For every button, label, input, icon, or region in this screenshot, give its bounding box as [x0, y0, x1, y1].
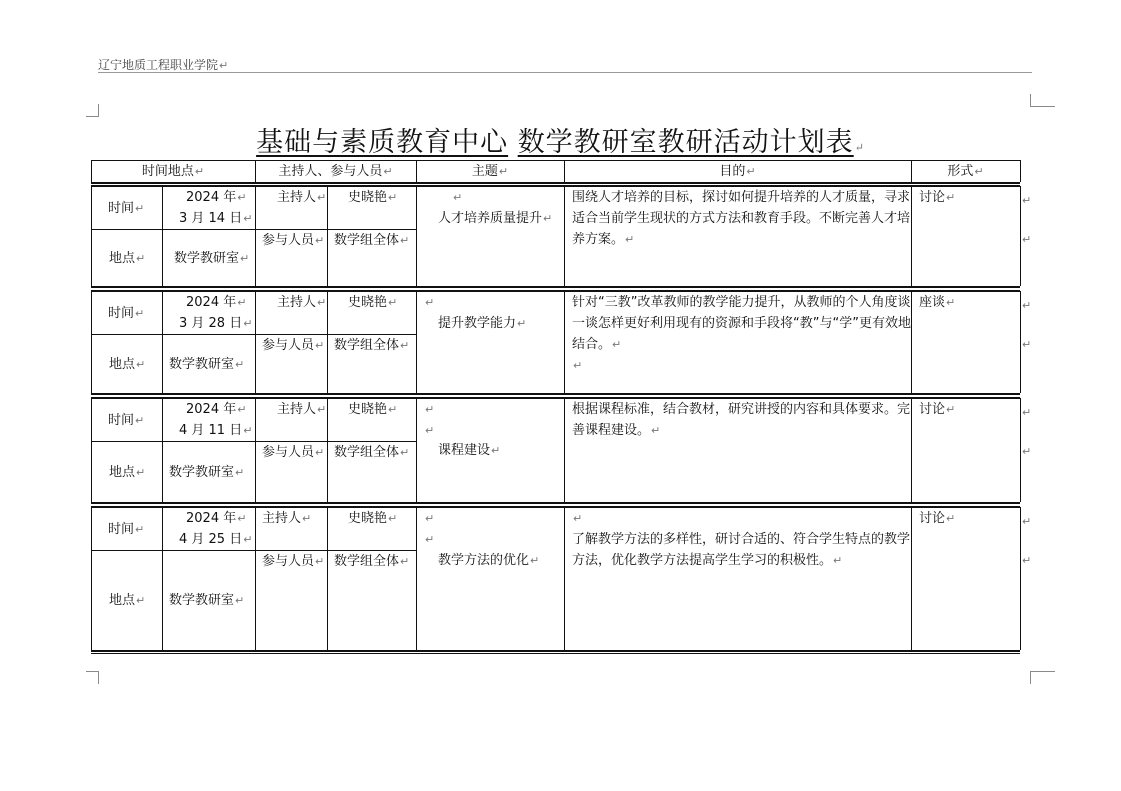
row-end-mark: ↵ — [1022, 338, 1032, 351]
participants-value: 数学组全体↵ — [334, 338, 410, 353]
place-label: 地点↵ — [109, 465, 146, 480]
cell-vline — [255, 291, 256, 393]
page-title: 基础与素质教育中心 数学教研室教研活动计划表↵ — [256, 127, 865, 158]
place-value: 数学教研室↵ — [169, 593, 245, 608]
participants-label: 参与人员↵ — [262, 554, 325, 569]
document-header-org: 辽宁地质工程职业学院↵ — [98, 58, 229, 72]
cell-vline — [255, 507, 256, 650]
cell-vline — [91, 398, 92, 502]
title-underlined: 基础与素质教育中心 — [256, 127, 509, 158]
cell-vline — [327, 507, 328, 650]
participants-label: 参与人员↵ — [262, 338, 325, 353]
host-name: 史晓艳↵ — [348, 402, 398, 417]
form-value: 座谈↵ — [919, 295, 956, 310]
form-value: 讨论↵ — [919, 511, 956, 526]
cell-vline — [1020, 507, 1021, 650]
host-name: 史晓艳↵ — [348, 511, 398, 526]
purpose-text: 围绕人才培养的目标，探讨如何提升培养的人才质量，寻求适合当前学生现状的方式方法和教育手段。不断完善人才培养方案。↵ — [572, 190, 911, 247]
double-rule — [91, 502, 1020, 504]
place-value: 数学教研室↵ — [169, 465, 245, 480]
topic-blank-mark: ↵ — [453, 191, 463, 204]
place-value: 数学教研室↵ — [174, 251, 250, 266]
row-end-mark: ↵ — [1022, 406, 1032, 419]
cell-vline — [564, 186, 565, 286]
time-label: 时间↵ — [108, 522, 145, 537]
cell-vline — [255, 186, 256, 286]
form-value: 讨论↵ — [919, 190, 956, 205]
cell-vline — [1020, 398, 1021, 502]
cell-vline — [162, 398, 163, 502]
topic-blank-mark: ↵ — [425, 512, 435, 525]
host-name: 史晓艳↵ — [348, 295, 398, 310]
row-end-mark: ↵ — [1022, 233, 1032, 246]
double-rule — [91, 393, 1020, 395]
column-header: 主题↵ — [471, 164, 509, 179]
purpose-text: 针对“三教”改革教师的教学能力提升，从教师的个人角度谈一谈怎样更好利用现有的资源和手段将“教”与“学”更有效地结合。↵ — [572, 295, 911, 352]
cell-vline — [416, 398, 417, 502]
double-rule — [91, 286, 1020, 288]
cell-vline — [327, 291, 328, 393]
cell-vline — [416, 186, 417, 286]
place-label: 地点↵ — [109, 593, 146, 608]
participants-label: 参与人员↵ — [262, 233, 325, 248]
cell-vline — [416, 291, 417, 393]
row-end-mark: ↵ — [1022, 194, 1032, 207]
host-label: 主持人↵ — [277, 295, 327, 310]
cell-vline — [416, 507, 417, 650]
cell-vline — [91, 507, 92, 650]
host-label: 主持人↵ — [277, 190, 327, 205]
host-label: 主持人↵ — [262, 511, 312, 526]
column-header: 主持人、参与人员↵ — [278, 164, 393, 179]
topic-blank-mark: ↵ — [425, 296, 435, 309]
table-bottom-border — [91, 653, 1020, 654]
cell-vline — [1020, 291, 1021, 393]
cell-vline — [1020, 186, 1021, 286]
cell-vline — [91, 186, 92, 286]
topic-value: 人才培养质量提升↵ — [438, 211, 553, 226]
purpose-text: 了解教学方法的多样性，研讨合适的、符合学生特点的教学方法，优化教学方法提高学生学习的积极性。↵ — [572, 532, 911, 568]
cell-vline — [327, 398, 328, 502]
place-value: 数学教研室↵ — [169, 357, 245, 372]
cell-vline — [327, 186, 328, 286]
participants-value: 数学组全体↵ — [334, 445, 410, 460]
double-rule — [91, 650, 1020, 652]
time-label: 时间↵ — [108, 306, 145, 321]
topic-blank-mark: ↵ — [425, 403, 435, 416]
purpose-blank-mark: ↵ — [573, 359, 583, 372]
cell-vline — [564, 398, 565, 502]
date-day: 3 月 14 日↵ — [179, 211, 253, 226]
cell-vline — [162, 291, 163, 393]
purpose-text: 根据课程标准，结合教材，研究讲授的内容和具体要求。完善课程建设。↵ — [572, 402, 911, 438]
cell-vline — [162, 507, 163, 650]
purpose-blank-mark: ↵ — [573, 512, 583, 525]
date-day: 4 月 11 日↵ — [179, 423, 253, 438]
host-label: 主持人↵ — [277, 402, 327, 417]
row-end-mark: ↵ — [1022, 299, 1032, 312]
title-rest: 数学教研室教研活动计划表 — [517, 127, 854, 158]
row-end-mark: ↵ — [1022, 515, 1032, 528]
date-year: 2024 年↵ — [186, 511, 247, 526]
column-header: 形式↵ — [947, 164, 984, 179]
cell-vline — [162, 186, 163, 286]
place-label: 地点↵ — [109, 251, 146, 266]
participants-value: 数学组全体↵ — [334, 233, 410, 248]
cell-vline — [255, 398, 256, 502]
double-rule — [91, 182, 1020, 184]
row-end-mark: ↵ — [1022, 445, 1032, 458]
participants-value: 数学组全体↵ — [334, 554, 410, 569]
column-header: 时间地点↵ — [141, 164, 205, 179]
host-name: 史晓艳↵ — [348, 190, 398, 205]
topic-value: 课程建设↵ — [438, 443, 501, 458]
place-label: 地点↵ — [109, 357, 146, 372]
cell-vline — [564, 507, 565, 650]
participants-label: 参与人员↵ — [262, 445, 325, 460]
column-header: 目的↵ — [719, 164, 756, 179]
topic-blank-mark: ↵ — [425, 424, 435, 437]
topic-value: 提升教学能力↵ — [438, 316, 527, 331]
time-label: 时间↵ — [108, 201, 145, 216]
date-year: 2024 年↵ — [186, 402, 247, 417]
date-day: 4 月 25 日↵ — [179, 532, 253, 547]
date-year: 2024 年↵ — [186, 295, 247, 310]
topic-value: 教学方法的优化↵ — [438, 553, 540, 568]
date-day: 3 月 28 日↵ — [179, 316, 253, 331]
header-vline — [1020, 160, 1021, 182]
form-value: 讨论↵ — [919, 402, 956, 417]
cell-vline — [564, 291, 565, 393]
topic-blank-mark: ↵ — [425, 533, 435, 546]
row-end-mark: ↵ — [1022, 554, 1032, 567]
time-label: 时间↵ — [108, 413, 145, 428]
date-year: 2024 年↵ — [186, 190, 247, 205]
cell-vline — [91, 291, 92, 393]
